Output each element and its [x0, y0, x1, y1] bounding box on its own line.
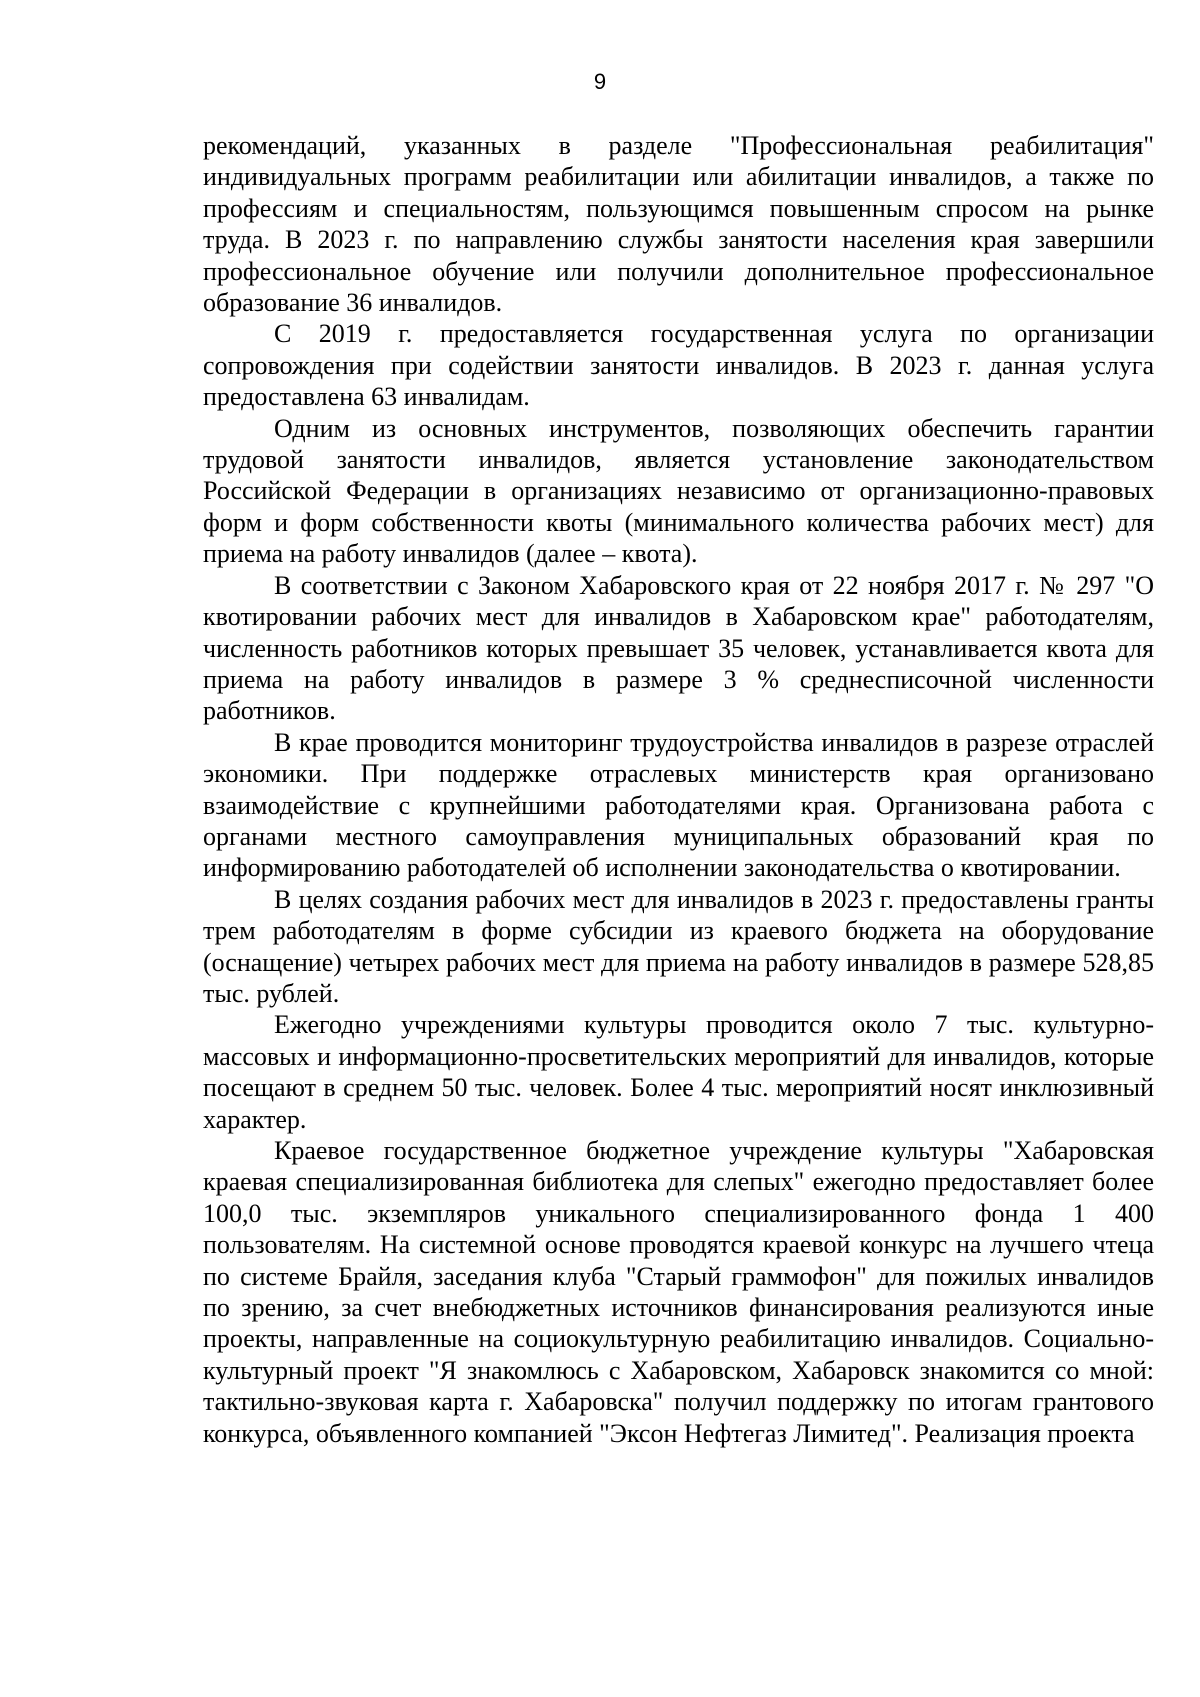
paragraph-8: Краевое государственное бюджетное учреждение культуры "Хабаровская краевая специализированная библиотека для слепых" ежегодно предоставляет более 100,0 тыс. экземпляров уникального специализированного фонда 1 400 пользователям. На системной основе проводятся краевой конкурс на лучшего чтеца по системе Брайля, заседания клуба "Старый граммофон" для пожилых инвалидов по зрению, за счет внебюджетных источников финансирования реализуются иные проекты, направленные на социокультурную реабилитацию инвалидов. Социально-культурный проект "Я знакомлюсь с Хабаровском, Хабаровск знакомится со мной: тактильно-звуковая карта г. Хабаровска" получил поддержку по итогам грантового конкурса, объявленного компанией "Эксон Нефтегаз Лимитед". Реализация проекта	[203, 1136, 1154, 1448]
page-number: 9	[593, 69, 607, 94]
paragraph-2: С 2019 г. предоставляется государственная услуга по организации сопровождения при содействии занятости инвалидов. В 2023 г. данная услуга предоставлена 63 инвалидам.	[203, 319, 1154, 412]
paragraph-1: рекомендаций, указанных в разделе "Профессиональная реабилитация" индивидуальных программ реабилитации или абилитации инвалидов, а также по профессиям и специальностям, пользующимся повышенным спросом на рынке труда. В 2023 г. по направлению службы занятости населения края завершили профессиональное обучение или получили дополнительное профессиональное образование 36 инвалидов.	[203, 131, 1154, 318]
document-body	[203, 130, 1154, 1449]
paragraph-4: В соответствии с Законом Хабаровского края от 22 ноября 2017 г. № 297 "О квотировании рабочих мест для инвалидов в Хабаровском крае" работодателям, численность работников которых превышает 35 человек, устанавливается квота для приема на работу инвалидов в размере 3 % среднесписочной численности работников.	[203, 570, 1154, 726]
paragraph-5: В крае проводится мониторинг трудоустройства инвалидов в разрезе отраслей экономики. При поддержке отраслевых министерств края организовано взаимодействие с крупнейшими работодателями края. Организована работа с органами местного самоуправления муниципальных образований края по информированию работодателей об исполнении законодательства о квотировании.	[203, 727, 1154, 883]
paragraph-7: Ежегодно учреждениями культуры проводится около 7 тыс. культурно-массовых и информационно-просветительских мероприятий для инвалидов, которые посещают в среднем 50 тыс. человек. Более 4 тыс. мероприятий носят инклюзивный характер.	[203, 1010, 1154, 1134]
paragraph-6: В целях создания рабочих мест для инвалидов в 2023 г. предоставлены гранты трем работодателям в форме субсидии из краевого бюджета на оборудование (оснащение) четырех рабочих мест для приема на работу инвалидов в размере 528,85 тыс. рублей.	[203, 884, 1154, 1008]
paragraph-3: Одним из основных инструментов, позволяющих обеспечить гарантии трудовой занятости инвалидов, является установление законодательством Российской Федерации в организациях независимо от организационно-правовых форм и форм собственности квоты (минимального количества рабочих мест) для приема на работу инвалидов (далее – квота).	[203, 413, 1154, 569]
